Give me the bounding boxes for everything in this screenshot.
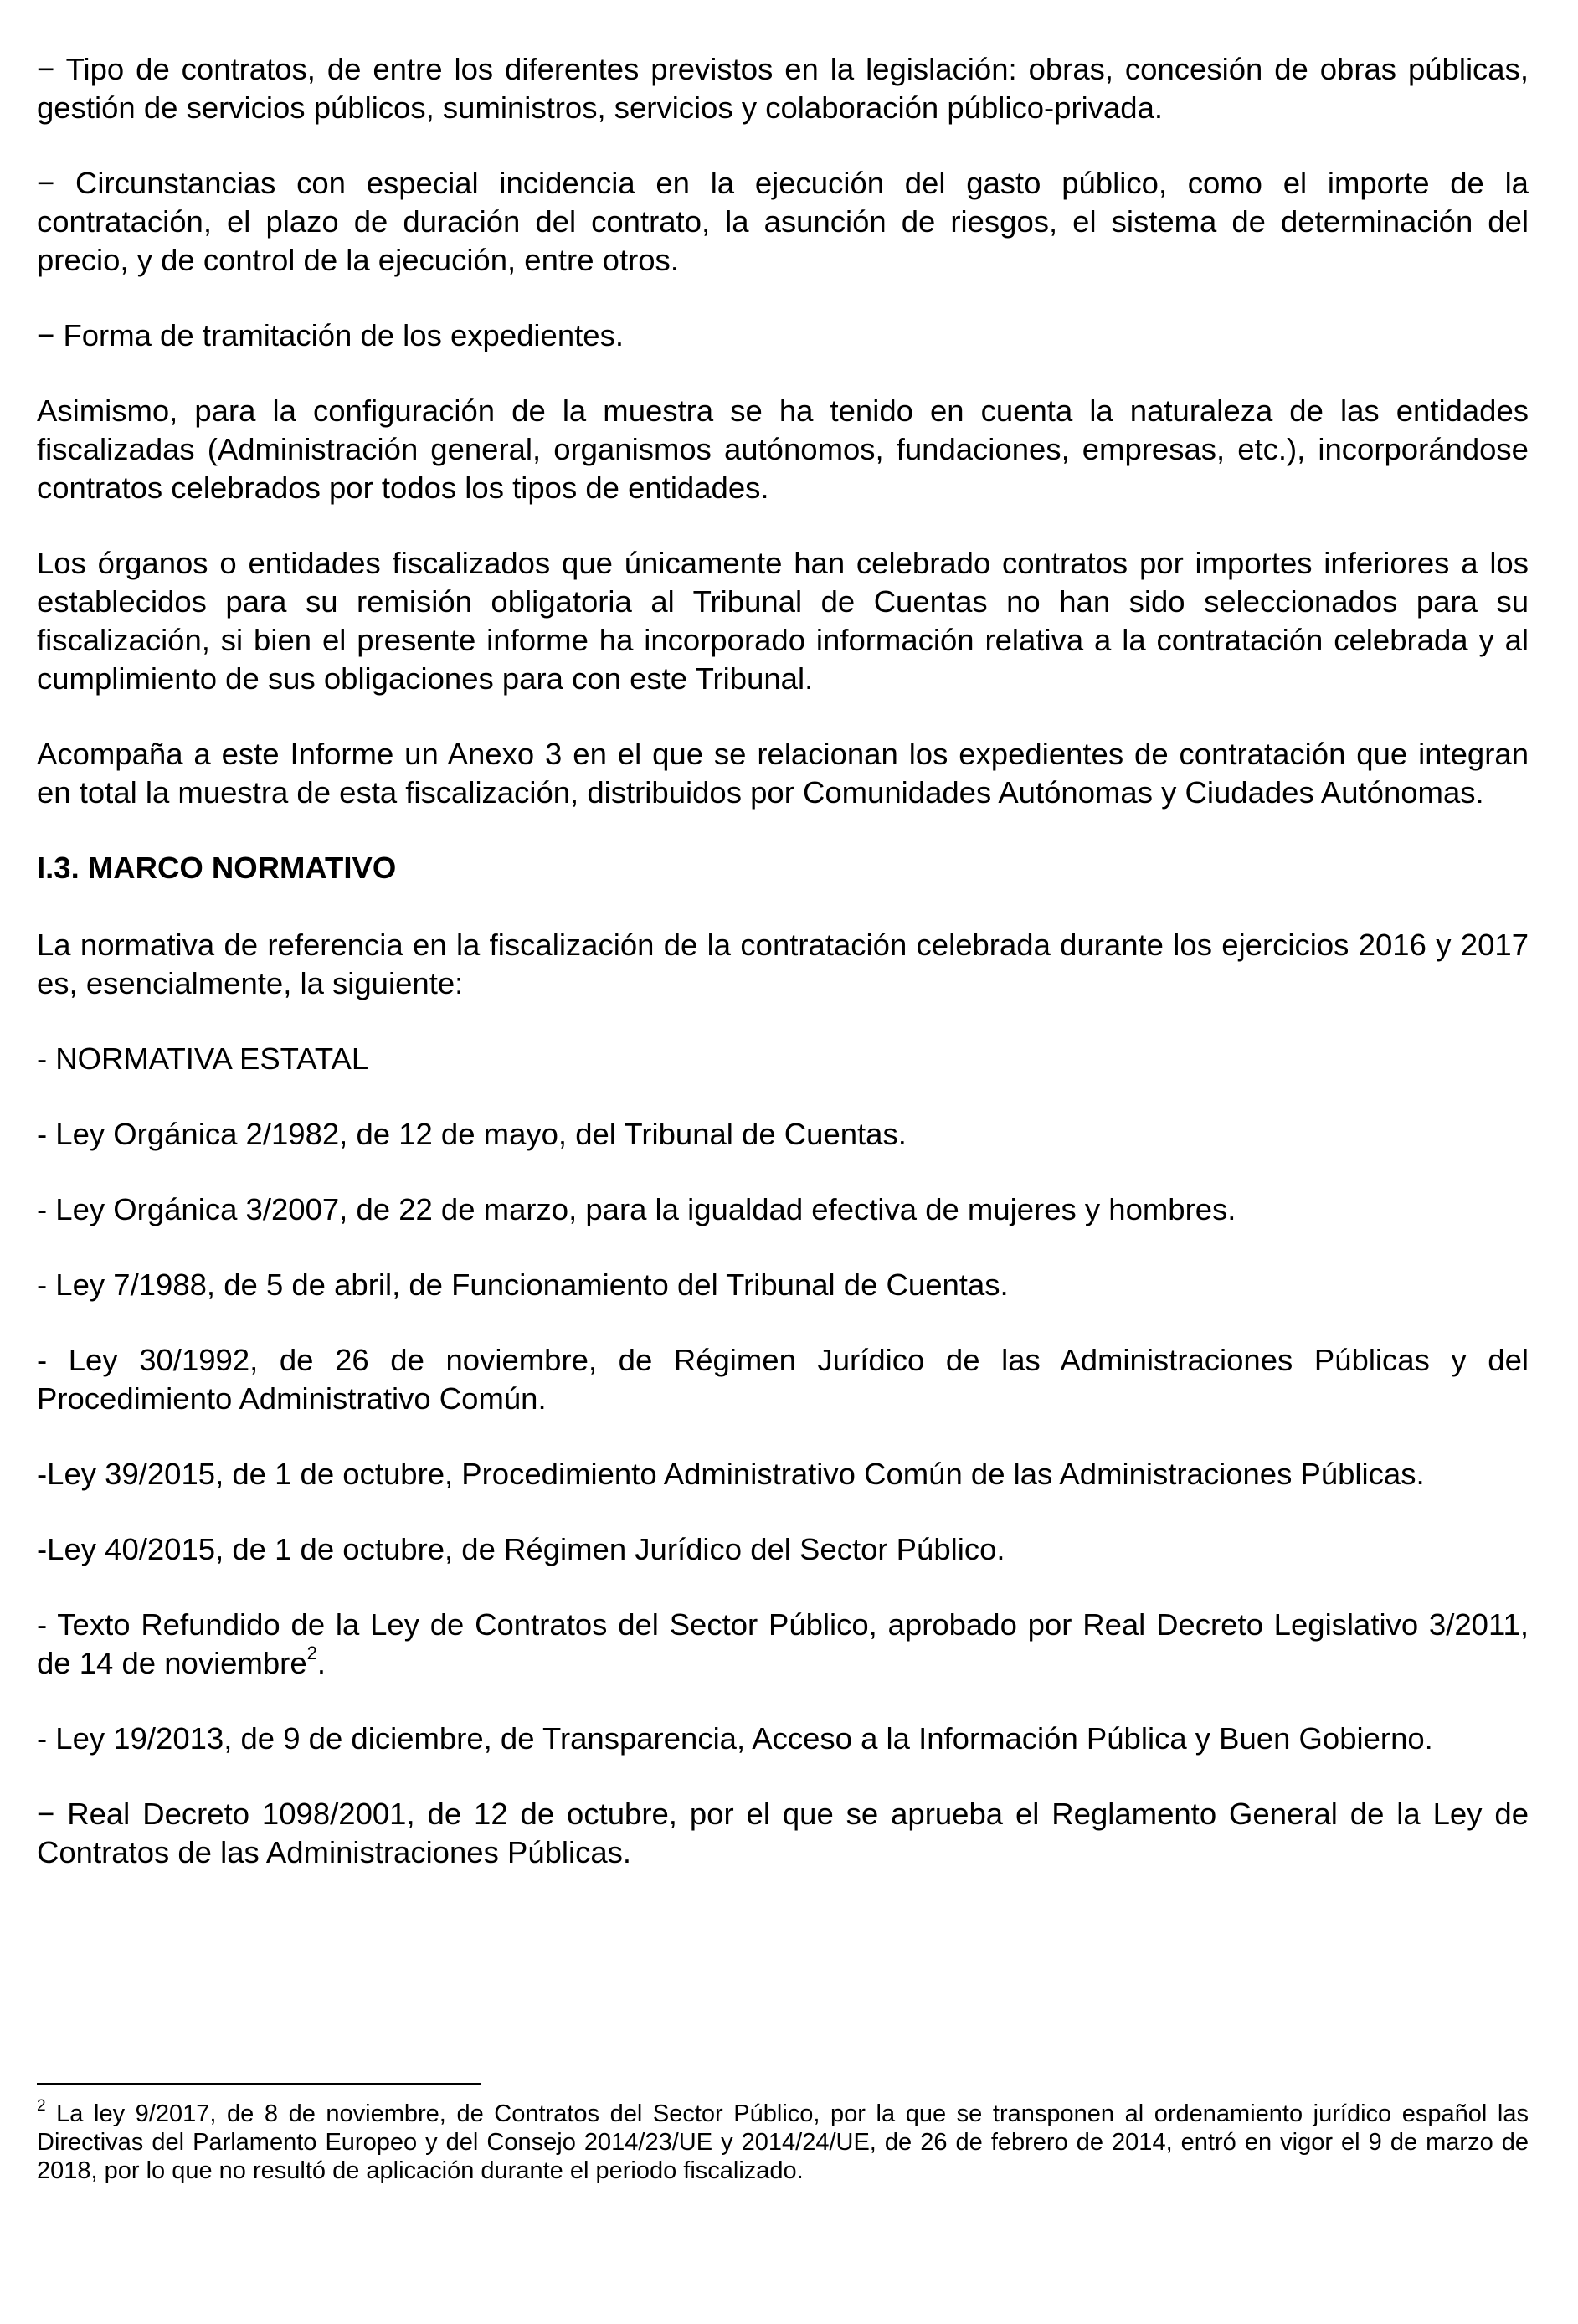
paragraph-annex: Acompaña a este Informe un Anexo 3 en el que se relacionan los expedientes de contratación que integran en total la muestra de esta fiscalización, distribuidos por Comunidades Autónomas y Ciudades Autónomas. xyxy=(37,737,1529,810)
footnote-reference[interactable]: 2 xyxy=(306,1642,317,1663)
paragraph-processing: − Forma de tramitación de los expedientes. xyxy=(37,318,624,352)
law-item: - Ley 7/1988, de 5 de abril, de Funcionamiento del Tribunal de Cuentas. xyxy=(37,1267,1009,1302)
law-item: - Ley 19/2013, de 9 de diciembre, de Transparencia, Acceso a la Información Pública y Buen Gobierno. xyxy=(37,1721,1433,1756)
paragraph-contract-types: − Tipo de contratos, de entre los diferentes previstos en la legislación: obras, concesión de obras públicas, gestión de servicios públicos, suministros, servicios y colaboración público-privada. xyxy=(37,52,1529,125)
law-item: -Ley 40/2015, de 1 de octubre, de Régimen Jurídico del Sector Público. xyxy=(37,1532,1005,1566)
law-item: - Ley Orgánica 2/1982, de 12 de mayo, del Tribunal de Cuentas. xyxy=(37,1117,907,1151)
law-item: − Real Decreto 1098/2001, de 12 de octubre, por el que se aprueba el Reglamento General de la Ley de Contratos de las Administraciones Públicas. xyxy=(37,1797,1529,1869)
law-item: - Ley 30/1992, de 26 de noviembre, de Régimen Jurídico de las Administraciones Públicas y del Procedimiento Administrativo Común. xyxy=(37,1343,1529,1416)
footnote xyxy=(37,2097,1529,2185)
section-intro: La normativa de referencia en la fiscalización de la contratación celebrada durante los ejercicios 2016 y 2017 es, esencialmente, la siguiente: xyxy=(37,928,1529,1000)
footnote-separator xyxy=(37,2083,481,2085)
law-item-with-footnote xyxy=(37,1606,1529,1683)
footnote-text: La ley 9/2017, de 8 de noviembre, de Contratos del Sector Público, por la que se transponen al ordenamiento jurídico español las Directivas del Parlamento Europeo y del Consejo 2014/23/UE y 2014/24/UE, de 26 de febrero de 2014, entró en vigor el 9 de marzo de 2018, por lo que no resultó de aplicación durante el periodo fiscalizado. xyxy=(37,2100,1529,2184)
section-subheading: - NORMATIVA ESTATAL xyxy=(37,1041,369,1076)
section-heading: I.3. MARCO NORMATIVO xyxy=(37,851,397,885)
law-item-text: - Texto Refundido de la Ley de Contratos del Sector Público, aprobado por Real Decreto Legislativo 3/2011, de 14 de noviembre xyxy=(37,1607,1529,1680)
law-item-end: . xyxy=(316,1646,326,1680)
paragraph-circumstances: − Circunstancias con especial incidencia en la ejecución del gasto público, como el importe de la contratación, el plazo de duración del contrato, la asunción de riesgos, el sistema de determinación del precio, y de control de la ejecución, entre otros. xyxy=(37,166,1529,277)
law-item: -Ley 39/2015, de 1 de octubre, Procedimiento Administrativo Común de las Administraciones Públicas. xyxy=(37,1457,1425,1491)
document-body xyxy=(37,50,1529,1909)
paragraph-organs: Los órganos o entidades fiscalizados que únicamente han celebrado contratos por importes inferiores a los establecidos para su remisión obligatoria al Tribunal de Cuentas no han sido seleccionados para su fiscalización, si bien el presente informe ha incorporado información relativa a la contratación celebrada y al cumplimiento de sus obligaciones para con este Tribunal. xyxy=(37,546,1529,696)
paragraph-entities: Asimismo, para la configuración de la muestra se ha tenido en cuenta la naturaleza de las entidades fiscalizadas (Administración general, organismos autónomos, fundaciones, empresas, etc.), incorporándose contratos celebrados por todos los tipos de entidades. xyxy=(37,393,1529,505)
footnote-number: 2 xyxy=(37,2097,46,2116)
law-item: - Ley Orgánica 3/2007, de 22 de marzo, para la igualdad efectiva de mujeres y hombres. xyxy=(37,1192,1236,1226)
